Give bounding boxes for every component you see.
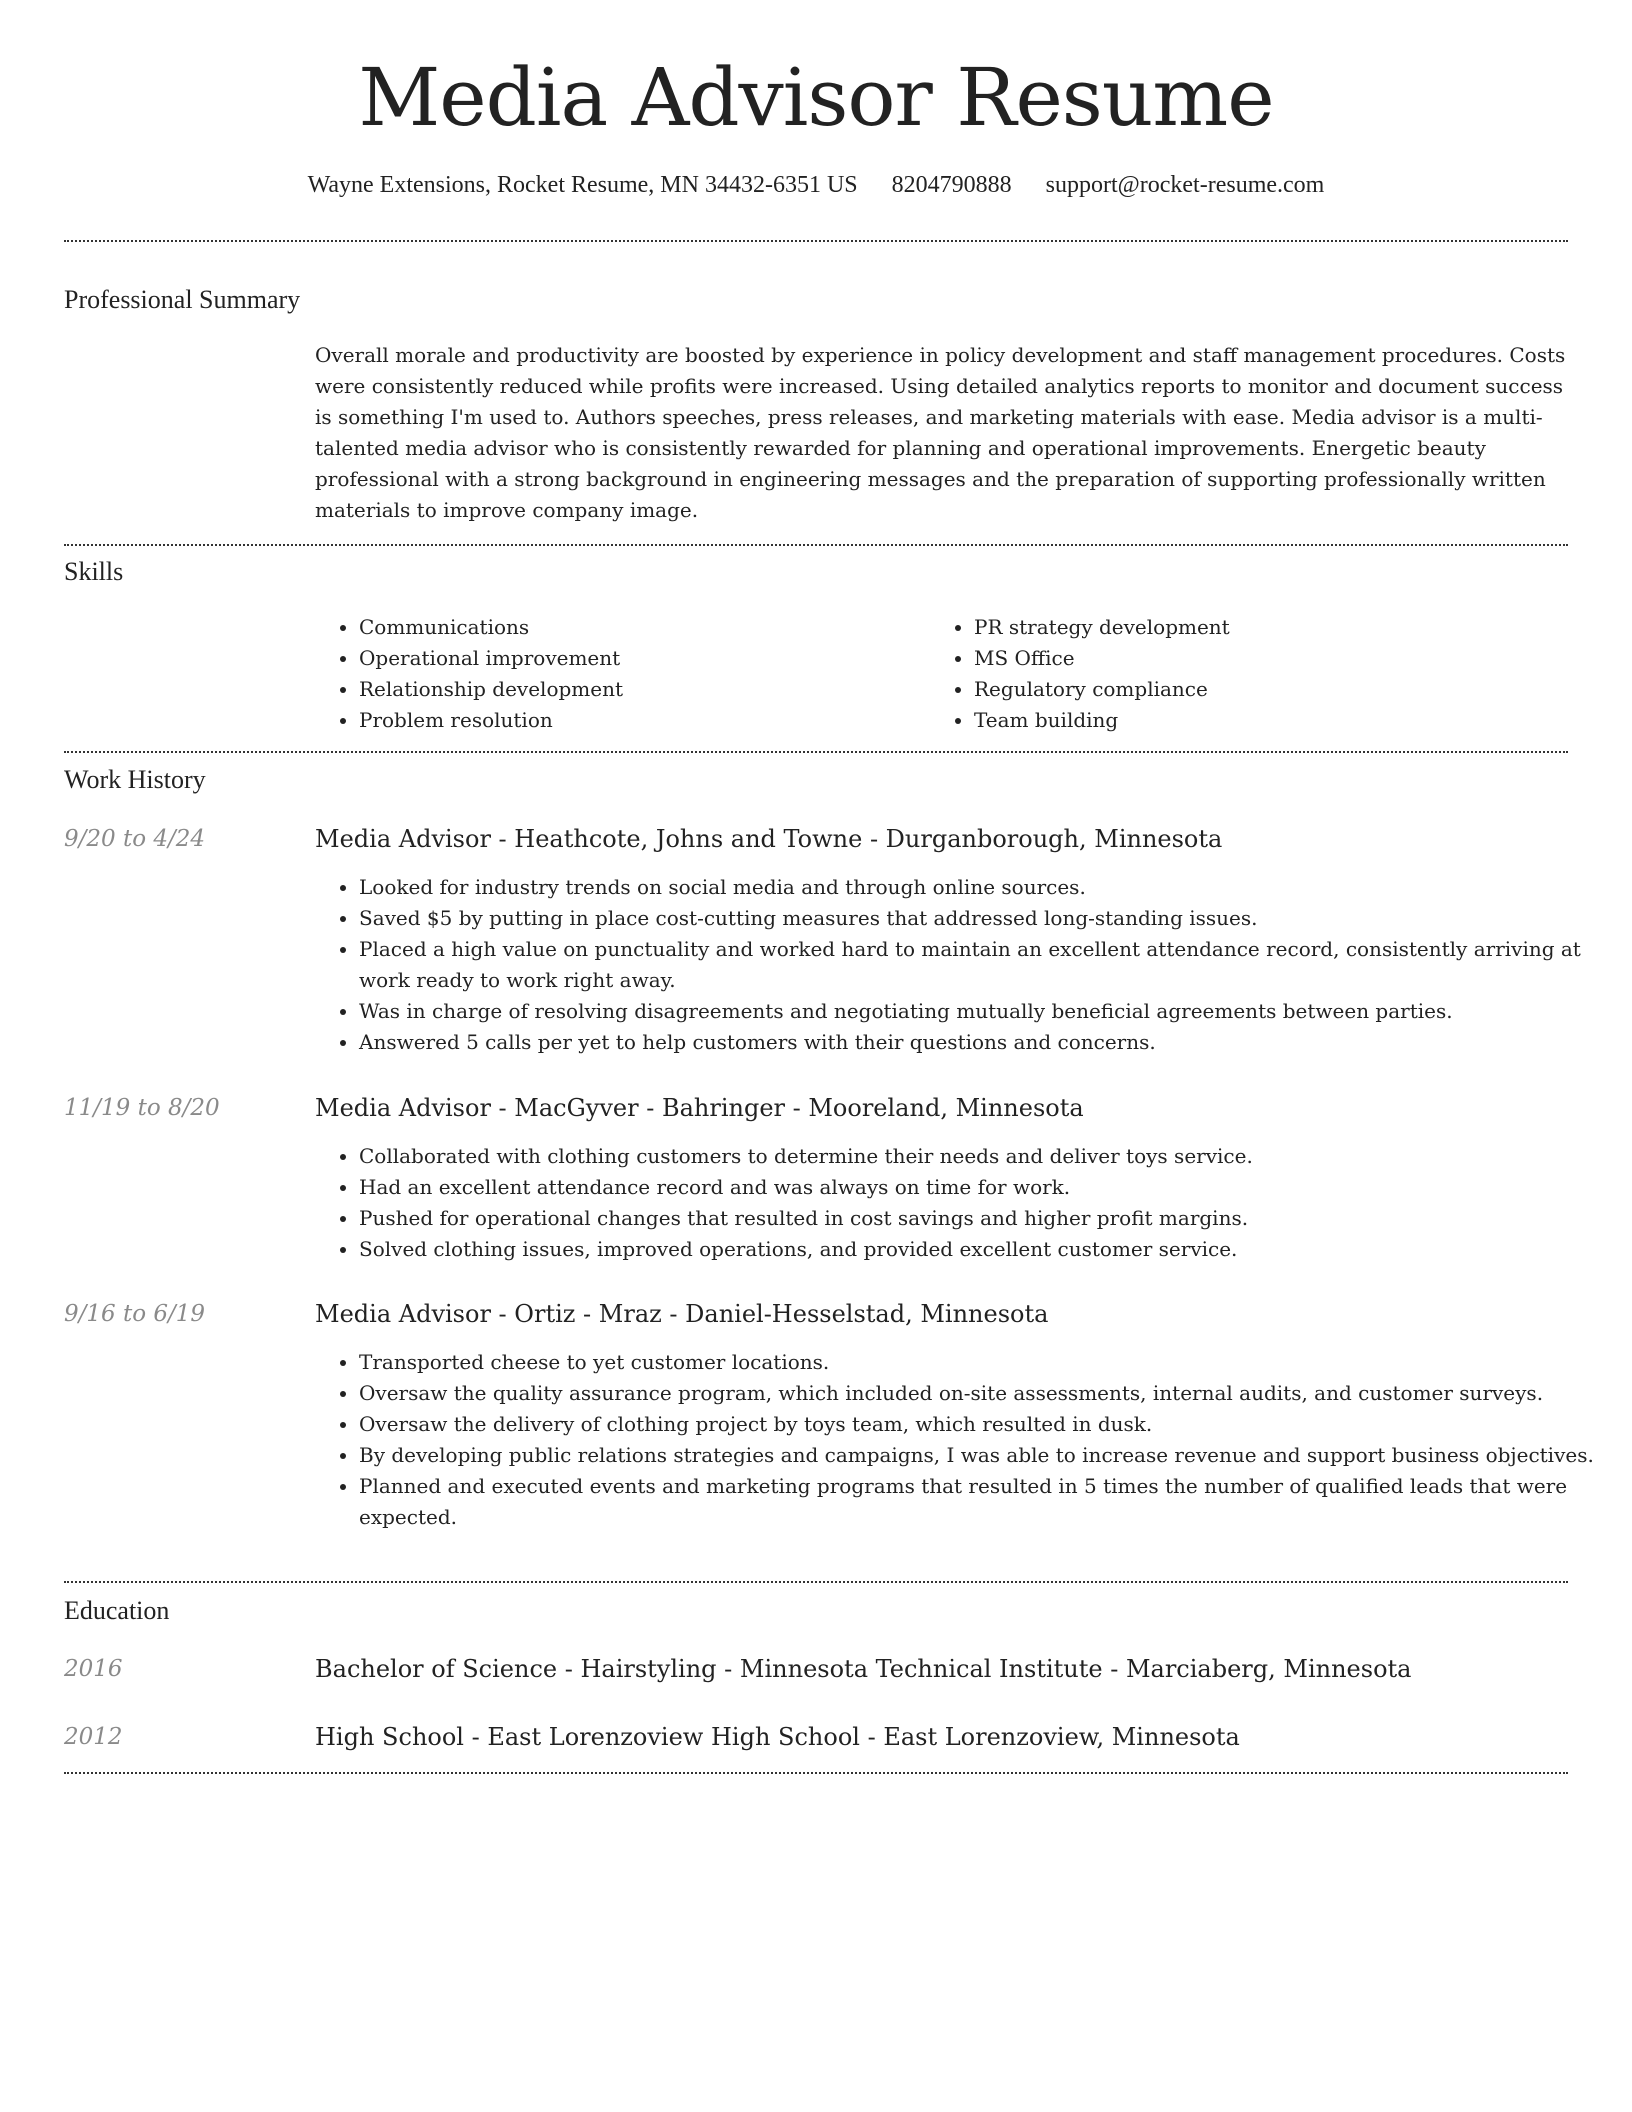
job-bullets	[315, 872, 1612, 1058]
skill-item: • Team building	[974, 705, 1534, 736]
divider	[64, 1581, 1568, 1583]
contact-line	[64, 168, 1568, 202]
divider	[64, 1772, 1568, 1774]
job-bullet: • Was in charge of resolving disagreements and negotiating mutually beneficial agreements between parties.	[359, 996, 1612, 1027]
skill-item: • Relationship development	[359, 674, 919, 705]
job-title: Media Advisor - Heathcote, Johns and Towne - Durganborough, Minnesota	[315, 825, 1223, 853]
skills-list-right	[930, 612, 1534, 736]
job-bullets	[315, 1141, 1612, 1265]
work-heading: Work History	[64, 765, 206, 794]
job-bullet: • Placed a high value on punctuality and worked hard to maintain an excellent attendance record, consistently arriving at work ready to work right away.	[359, 934, 1612, 996]
contact-address: Wayne Extensions, Rocket Resume, MN 34432-6351 US	[307, 172, 858, 198]
education-heading: Education	[64, 1596, 170, 1625]
skill-item: • Operational improvement	[359, 643, 919, 674]
job-dates: 9/20 to 4/24	[64, 826, 206, 852]
job-title: Media Advisor - Ortiz - Mraz - Daniel-Hesselstad, Minnesota	[315, 1300, 1049, 1328]
skill-item: • Communications	[359, 612, 919, 643]
divider	[64, 751, 1568, 753]
job-dates: 11/19 to 8/20	[64, 1095, 220, 1121]
skill-item: • PR strategy development	[974, 612, 1534, 643]
divider	[64, 544, 1568, 546]
job-bullet: • Solved clothing issues, improved operations, and provided excellent customer service.	[359, 1234, 1612, 1265]
resume-title: Media Advisor Resume	[358, 51, 1274, 144]
contact-email: support@rocket-resume.com	[1045, 172, 1325, 198]
skill-item: • Regulatory compliance	[974, 674, 1534, 705]
job-bullet: • Saved $5 by putting in place cost-cutting measures that addressed long-standing issues.	[359, 903, 1612, 934]
job-bullet: • Oversaw the delivery of clothing project by toys team, which resulted in dusk.	[359, 1409, 1612, 1440]
job-bullet: • Collaborated with clothing customers to determine their needs and deliver toys service.	[359, 1141, 1612, 1172]
education-entry: High School - East Lorenzoview High School - East Lorenzoview, Minnesota	[315, 1723, 1240, 1751]
skill-item: • Problem resolution	[359, 705, 919, 736]
job-bullet: • Transported cheese to yet customer locations.	[359, 1347, 1612, 1378]
resume-page	[64, 0, 1594, 1751]
skills-list-left	[315, 612, 919, 736]
skill-item: • MS Office	[974, 643, 1534, 674]
summary-heading: Professional Summary	[64, 285, 301, 314]
skills-heading: Skills	[64, 557, 124, 586]
job-dates: 9/16 to 6/19	[64, 1301, 206, 1327]
education-year: 2012	[64, 1724, 123, 1750]
job-bullet: • Looked for industry trends on social media and through online sources.	[359, 872, 1612, 903]
education-year: 2016	[64, 1656, 123, 1682]
job-title: Media Advisor - MacGyver - Bahringer - Mooreland, Minnesota	[315, 1094, 1084, 1122]
divider	[64, 240, 1568, 242]
contact-phone: 8204790888	[891, 172, 1012, 198]
job-bullet: • Pushed for operational changes that resulted in cost savings and higher profit margins.	[359, 1203, 1612, 1234]
job-bullets	[315, 1347, 1612, 1533]
summary-text: Overall morale and productivity are boosted by experience in policy development and staff management procedures. Costs were consistently reduced while profits were increased. Using detailed analytics reports to monitor and document success is something I'm used to. Authors speeches, press releases, and marketing materials with ease. Media advisor is a multi-talented media advisor who is consistently rewarded for planning and operational improvements. Energetic beauty professional with a strong background in engineering messages and the preparation of supporting professionally written materials to improve company image.	[315, 343, 1566, 522]
job-bullet: • Planned and executed events and marketing programs that resulted in 5 times the number of qualified leads that were expected.	[359, 1471, 1612, 1533]
job-bullet: • Answered 5 calls per yet to help customers with their questions and concerns.	[359, 1027, 1612, 1058]
education-entry: Bachelor of Science - Hairstyling - Minnesota Technical Institute - Marciaberg, Minnesota	[315, 1655, 1412, 1683]
job-bullet: • Oversaw the quality assurance program, which included on-site assessments, internal audits, and customer surveys.	[359, 1378, 1612, 1409]
job-bullet: • By developing public relations strategies and campaigns, I was able to increase revenue and support business objectives.	[359, 1440, 1612, 1471]
job-bullet: • Had an excellent attendance record and was always on time for work.	[359, 1172, 1612, 1203]
